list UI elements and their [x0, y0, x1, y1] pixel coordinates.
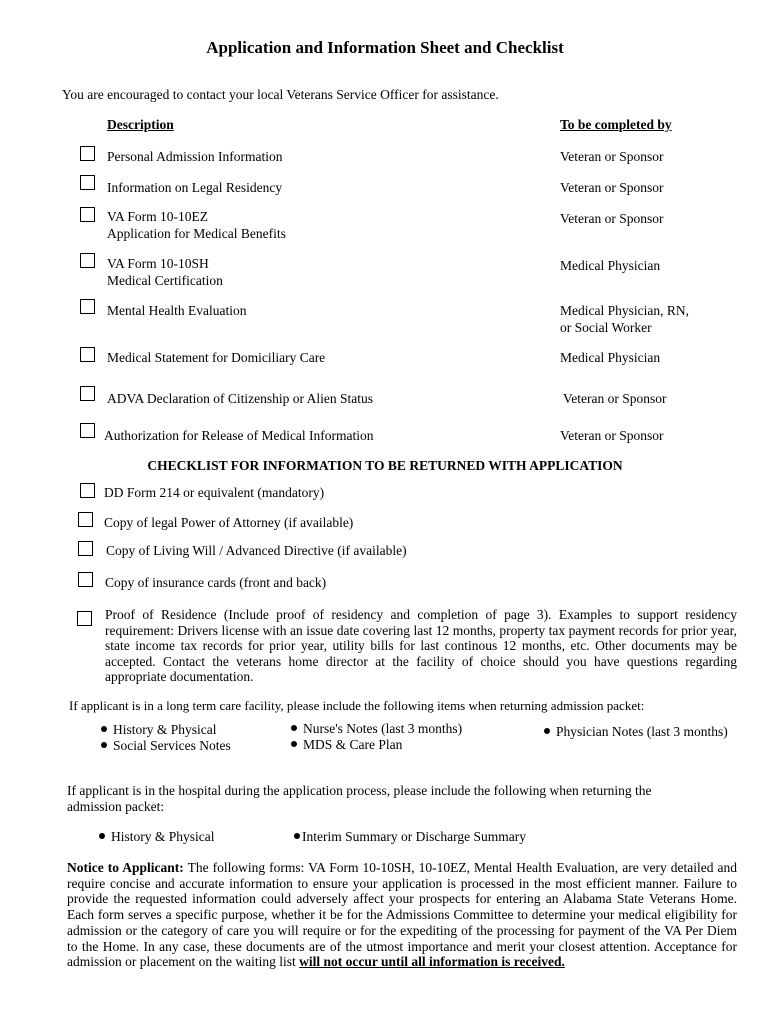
bullet-item: [294, 829, 526, 845]
item-checkbox[interactable]: [80, 386, 95, 401]
checklist-checkbox[interactable]: [78, 512, 93, 527]
bullet-item: [101, 722, 217, 738]
item-checkbox[interactable]: [80, 347, 95, 362]
item-completed-by: [560, 179, 663, 196]
bullet-item: [101, 738, 231, 754]
bullet-icon: [291, 741, 297, 747]
item-description: [107, 179, 282, 196]
completed-by-line: Veteran or Sponsor: [560, 149, 664, 164]
description-line: Application for Medical Benefits: [107, 226, 286, 241]
completed-by-line: or Social Worker: [560, 320, 652, 335]
item-completed-by: [560, 257, 660, 274]
bullet-label: Interim Summary or Discharge Summary: [302, 829, 526, 844]
bullet-label: History & Physical: [113, 722, 217, 737]
checklist-item: Copy of insurance cards (front and back): [105, 575, 327, 590]
checklist-checkbox[interactable]: [80, 483, 95, 498]
notice-label: Notice to Applicant:: [67, 860, 184, 875]
item-description: [107, 302, 246, 319]
completed-by-line: Veteran or Sponsor: [560, 211, 664, 226]
item-completed-by: [560, 148, 663, 165]
checklist-item: Copy of legal Power of Attorney (if available): [104, 515, 354, 530]
description-line: Authorization for Release of Medical Information: [104, 428, 374, 443]
hospital-text: If applicant is in the hospital during the application process, please include the following when returning the admission packet:: [67, 783, 652, 814]
bullet-label: Physician Notes (last 3 months): [556, 724, 728, 739]
item-checkbox[interactable]: [80, 207, 95, 222]
item-description: [104, 427, 374, 444]
completed-by-header: To be completed by: [560, 117, 672, 132]
proof-of-residence-text: Proof of Residence (Include proof of residency and completion of page 3). Examples to support residency requirement: Drivers license with an issue date covering last 12 months, property tax payment records for prior year, state income tax records for prior year, utility bills for last continous 12 months, etc. Other documents may be accepted. Contact the veterans home director at the facility of choice should you have questions regarding appropriate documentation.: [105, 607, 737, 684]
item-checkbox[interactable]: [80, 299, 95, 314]
item-checkbox[interactable]: [80, 175, 95, 190]
bullet-item: [291, 721, 462, 737]
item-description: [107, 148, 283, 165]
completed-by-line: Veteran or Sponsor: [563, 391, 667, 406]
checklist-item: Copy of Living Will / Advanced Directive (if available): [106, 543, 407, 558]
description-line: ADVA Declaration of Citizenship or Alien Status: [107, 391, 373, 406]
bullet-item: [544, 724, 728, 740]
item-completed-by: [560, 210, 663, 227]
description-line: Medical Statement for Domiciliary Care: [107, 350, 326, 365]
notice-to-applicant: [67, 860, 737, 970]
bullet-icon: [101, 742, 107, 748]
item-checkbox[interactable]: [80, 146, 95, 161]
completed-by-line: Veteran or Sponsor: [560, 180, 664, 195]
item-description: [107, 390, 373, 407]
item-checkbox[interactable]: [80, 253, 95, 268]
bullet-item: [99, 829, 215, 845]
description-header: Description: [107, 117, 174, 132]
checklist-checkbox[interactable]: [78, 541, 93, 556]
description-line: Information on Legal Residency: [107, 180, 283, 195]
intro-text: You are encouraged to contact your local Veterans Service Officer for assistance.: [62, 87, 499, 102]
description-line: Mental Health Evaluation: [107, 303, 247, 318]
bullet-icon: [544, 728, 550, 734]
bullet-label: History & Physical: [111, 829, 215, 844]
description-line: Medical Certification: [107, 273, 223, 288]
checklist-title: CHECKLIST FOR INFORMATION TO BE RETURNED WITH APPLICATION: [147, 458, 623, 473]
bullet-icon: [294, 833, 300, 839]
item-checkbox[interactable]: [80, 423, 95, 438]
description-line: VA Form 10-10SH: [107, 256, 209, 271]
checklist-checkbox[interactable]: [77, 611, 92, 626]
notice-emphasis: will not occur until all information is received.: [299, 954, 565, 970]
item-completed-by: [560, 349, 660, 366]
bullet-icon: [99, 833, 105, 839]
completed-by-line: Medical Physician: [560, 258, 661, 273]
item-completed-by: [563, 390, 666, 407]
notice-body: The following forms: VA Form 10-10SH, 10-10EZ, Mental Health Evaluation, are very detailed and require concise and accurate information to ensure your application is processed in the most efficient manner. Failure to provide the requested information could adversely affect your prospects for entering an Alabama State Veterans Home. Each form serves a specific purpose, whether it be for the Admissions Committee to determine your medical eligibility for admission or the category of care you will require or for the expediting of the processing for payment of the VA Per Diem to the Home. In any case, these documents are of the utmost importance and merit your closest attention. Acceptance for admission or placement on the waiting list: [67, 860, 737, 970]
item-description: [107, 208, 286, 242]
completed-by-line: Medical Physician, RN,: [560, 303, 689, 318]
bullet-label: Nurse's Notes (last 3 months): [303, 721, 463, 736]
description-line: VA Form 10-10EZ: [107, 209, 209, 224]
bullet-item: [291, 737, 402, 753]
page-title: Application and Information Sheet and Checklist: [206, 38, 564, 57]
completed-by-line: Veteran or Sponsor: [560, 428, 664, 443]
item-description: [107, 255, 223, 289]
checklist-checkbox[interactable]: [78, 572, 93, 587]
description-line: Personal Admission Information: [107, 149, 283, 164]
long-term-care-text: If applicant is in a long term care facility, please include the following items when returning admission packet:: [69, 698, 645, 713]
completed-by-line: Medical Physician: [560, 350, 661, 365]
bullet-label: Social Services Notes: [113, 738, 231, 753]
item-description: [107, 349, 325, 366]
item-completed-by: [560, 302, 689, 336]
checklist-item: DD Form 214 or equivalent (mandatory): [104, 485, 325, 500]
item-completed-by: [560, 427, 663, 444]
bullet-label: MDS & Care Plan: [303, 737, 403, 752]
bullet-icon: [291, 725, 297, 731]
bullet-icon: [101, 726, 107, 732]
